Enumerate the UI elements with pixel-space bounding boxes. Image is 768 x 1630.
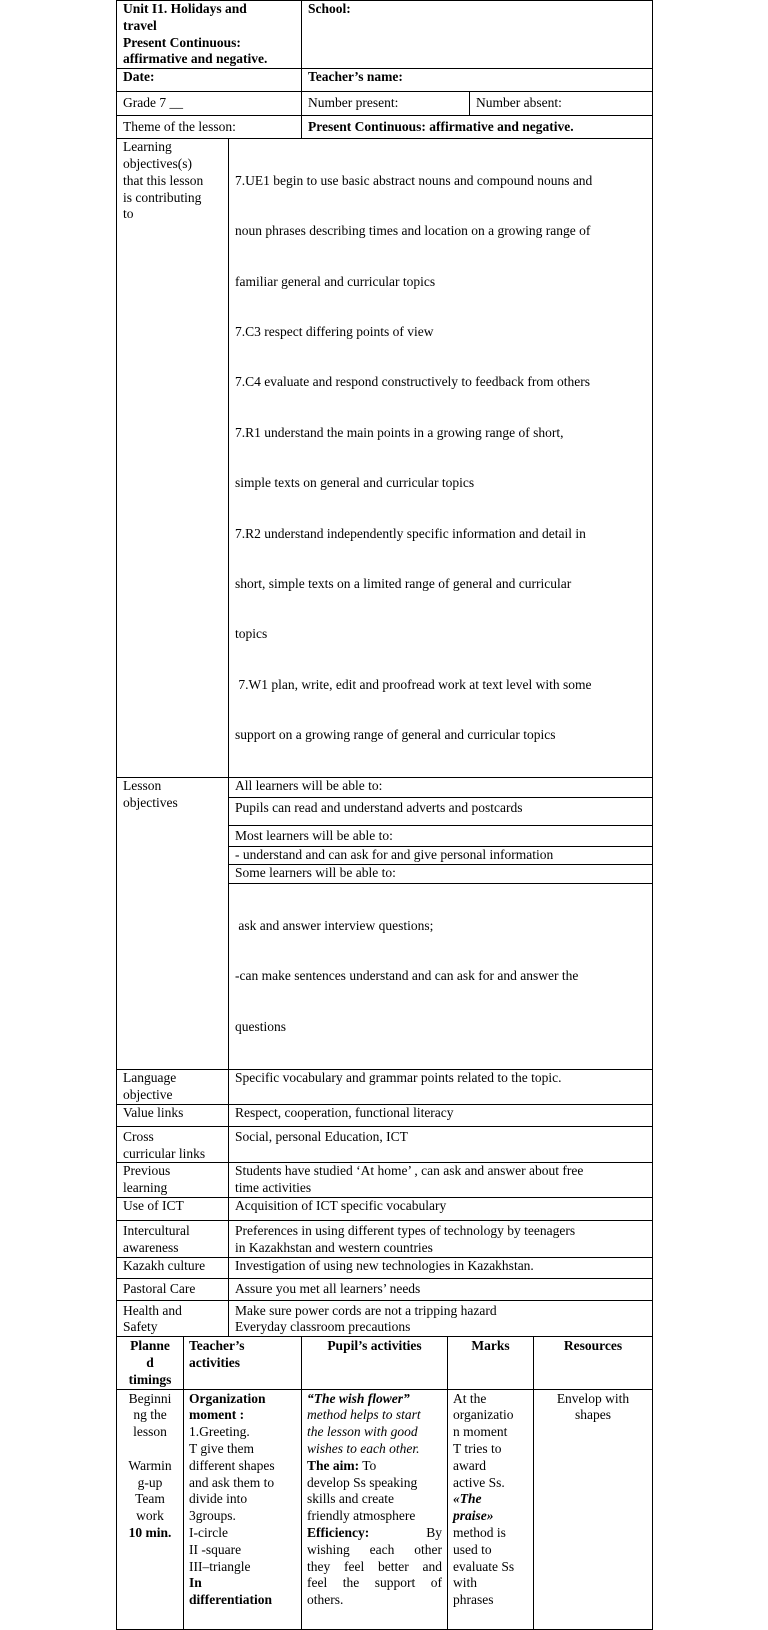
- row-value: Everyday classroom precautions: [235, 1319, 411, 1335]
- pastoral-care-label-cell: [117, 1278, 229, 1300]
- marks-cell: [448, 1389, 534, 1629]
- activity-title: moment :: [189, 1407, 245, 1423]
- marks-header: [448, 1337, 534, 1389]
- row-label: Previous: [123, 1163, 171, 1179]
- theme-label-cell: [117, 116, 302, 139]
- resource-line: shapes: [575, 1407, 611, 1423]
- row-label: curricular links: [123, 1145, 206, 1161]
- previous-learning-cell: [229, 1163, 653, 1198]
- objectives-table: [116, 138, 653, 1337]
- resources-header: [534, 1337, 653, 1389]
- number-absent-cell: [470, 92, 653, 116]
- activity-line: T give them: [189, 1440, 254, 1456]
- all-learners-label: All learners will be able to:: [235, 778, 383, 794]
- unit-title-cell: [117, 1, 302, 69]
- efficiency-label: Efficiency:: [307, 1524, 370, 1540]
- row-value: Students have studied ‘At home’ , can ask and answer about free: [235, 1163, 584, 1179]
- row-label: objectives(s): [123, 155, 192, 171]
- header-text: d: [146, 1355, 154, 1370]
- lesson-objectives-cell: [229, 778, 653, 1070]
- timing-line: Warmin: [128, 1457, 172, 1473]
- some-learners-label: Some learners will be able to:: [235, 865, 396, 881]
- some-learners-line: -can make sentences understand and can ask for and answer the: [235, 968, 579, 984]
- most-learners-label: Most learners will be able to:: [235, 828, 393, 844]
- row-label: Learning: [123, 139, 172, 155]
- efficiency-line: they feel better and: [307, 1558, 442, 1574]
- row-value: in Kazakhstan and western countries: [235, 1239, 433, 1255]
- health-safety-cell: [229, 1300, 653, 1337]
- objective-line: support on a growing range of general and curricular topics: [235, 727, 556, 743]
- theme-value: Present Continuous: affirmative and negative.: [308, 119, 574, 135]
- intercultural-cell: [229, 1221, 653, 1258]
- value-links-label-cell: [117, 1104, 229, 1126]
- header-text: Planne: [130, 1338, 170, 1354]
- some-learners-line: questions: [235, 1018, 287, 1034]
- value-links-cell: [229, 1104, 653, 1126]
- grade-label: Grade 7 __: [123, 95, 183, 111]
- row-label: Safety: [123, 1319, 158, 1335]
- some-learners-line: ask and answer interview questions;: [235, 918, 434, 934]
- objective-line: short, simple texts on a limited range of general and curricular: [235, 575, 572, 591]
- marks-line: active Ss.: [453, 1474, 505, 1490]
- teacher-activity-cell: [184, 1389, 302, 1629]
- objective-line: 7.UE1 begin to use basic abstract nouns and compound nouns and: [235, 172, 593, 188]
- efficiency-line: others.: [307, 1592, 344, 1608]
- lesson-topic-cont: affirmative and negative.: [123, 51, 268, 67]
- efficiency-line: wishing each other: [307, 1541, 442, 1557]
- row-label: that this lesson: [123, 172, 204, 188]
- date-cell: [117, 69, 302, 92]
- objective-line: 7.C4 evaluate and respond constructively to feedback from others: [235, 374, 591, 390]
- activity-line: II -square: [189, 1541, 242, 1557]
- row-value: time activities: [235, 1180, 312, 1196]
- objective-line: topics: [235, 626, 268, 642]
- objective-line: noun phrases describing times and location on a growing range of: [235, 223, 591, 239]
- learning-objectives-label-cell: [117, 139, 229, 778]
- header-text: Marks: [471, 1338, 510, 1354]
- number-present-cell: [302, 92, 470, 116]
- marks-line: award: [453, 1457, 486, 1473]
- row-value: Make sure power cords are not a tripping hazard: [235, 1302, 497, 1318]
- header-text: Resources: [563, 1338, 623, 1354]
- row-value: Respect, cooperation, functional literacy: [235, 1104, 454, 1120]
- school-label: School:: [308, 1, 351, 16]
- row-label: objective: [123, 1087, 173, 1103]
- language-objective-label-cell: [117, 1070, 229, 1105]
- pupil-activities-header: [302, 1337, 448, 1389]
- intercultural-label-cell: [117, 1221, 229, 1258]
- teacher-name-cell: [302, 69, 653, 92]
- some-learners-text: [229, 884, 652, 1069]
- health-safety-label-cell: [117, 1300, 229, 1337]
- timing-line: [122, 1441, 178, 1458]
- marks-line: with: [453, 1575, 478, 1591]
- objective-line: 7.R2 understand independently specific information and detail in: [235, 525, 586, 541]
- lesson-objectives-label-cell: [117, 778, 229, 1070]
- objective-line: familiar general and curricular topics: [235, 273, 436, 289]
- all-learners-text: [229, 798, 652, 826]
- number-absent-label: Number absent:: [476, 95, 562, 111]
- teacher-activities-header: [184, 1337, 302, 1389]
- header-text: activities: [189, 1355, 240, 1370]
- timings-header: [117, 1337, 184, 1389]
- row-label: to: [123, 206, 134, 222]
- objective-line: 7.R1 understand the main points in a growing range of short,: [235, 424, 564, 440]
- aim-line: [307, 1458, 442, 1475]
- activity-line: III–triangle: [189, 1558, 251, 1574]
- theme-label: Theme of the lesson:: [123, 119, 236, 135]
- row-label: Pastoral Care: [123, 1280, 196, 1296]
- unit-title: Unit I1. Holidays and: [123, 1, 247, 16]
- teacher-name-label: Teacher’s name:: [308, 69, 403, 85]
- header-text: Teacher’s: [189, 1338, 245, 1354]
- row-value: Social, personal Education, ICT: [235, 1128, 408, 1144]
- row-label: learning: [123, 1180, 168, 1196]
- timing-line: lesson: [133, 1424, 167, 1440]
- aim-line: skills and create: [307, 1491, 394, 1507]
- unit-title-cont: travel: [123, 17, 157, 33]
- efficiency-line: feel the support of: [307, 1575, 442, 1591]
- lesson-plan: [116, 0, 652, 1630]
- language-objective-cell: [229, 1070, 653, 1105]
- timing-line: Beginni: [128, 1390, 172, 1406]
- activity-line: I-circle: [189, 1524, 228, 1540]
- aim-line: develop Ss speaking: [307, 1474, 418, 1490]
- method-line: wishes to each other.: [307, 1440, 420, 1456]
- cross-curricular-label-cell: [117, 1126, 229, 1163]
- most-learners-value: - understand and can ask for and give personal information: [235, 847, 554, 863]
- activity-line: divide into: [189, 1491, 248, 1507]
- cross-curricular-cell: [229, 1126, 653, 1163]
- aim-text: To: [359, 1457, 377, 1473]
- activity-line: differentiation: [189, 1592, 272, 1608]
- marks-line: used to: [453, 1541, 492, 1557]
- efficiency-line: [307, 1525, 442, 1542]
- header-table: [116, 0, 653, 139]
- row-label: objectives: [123, 795, 178, 811]
- use-of-ict-cell: [229, 1198, 653, 1221]
- some-learners-heading: [229, 865, 652, 884]
- row-value: Preferences in using different types of technology by teenagers: [235, 1223, 576, 1239]
- previous-learning-label-cell: [117, 1163, 229, 1198]
- praise-method: praise»: [453, 1508, 494, 1524]
- kazakh-culture-cell: [229, 1257, 653, 1278]
- aim-label: The aim:: [307, 1457, 360, 1473]
- method-line: the lesson with good: [307, 1424, 418, 1440]
- row-label: Use of ICT: [123, 1198, 184, 1214]
- row-value: Acquisition of ICT specific vocabulary: [235, 1198, 447, 1214]
- school-cell: [302, 1, 653, 69]
- header-text: Pupil’s activities: [327, 1338, 422, 1354]
- header-text: timings: [128, 1371, 172, 1387]
- row-label: is contributing: [123, 189, 202, 205]
- marks-line: phrases: [453, 1592, 494, 1608]
- timing-cell: [117, 1389, 184, 1629]
- row-label: Kazakh culture: [123, 1257, 206, 1273]
- most-learners-heading: [229, 826, 652, 847]
- row-label: Value links: [123, 1104, 184, 1120]
- timing-line: work: [136, 1508, 164, 1524]
- timing-line: g-up: [137, 1474, 163, 1490]
- plan-table: [116, 1336, 653, 1629]
- learning-objectives-text-cell: [229, 139, 653, 778]
- pupil-activity-cell: [302, 1389, 448, 1629]
- row-label: Health and: [123, 1302, 182, 1318]
- row-value: Specific vocabulary and grammar points related to the topic.: [235, 1070, 562, 1086]
- use-of-ict-label-cell: [117, 1198, 229, 1221]
- timing-duration: 10 min.: [128, 1524, 172, 1540]
- marks-line: At the: [453, 1390, 487, 1406]
- marks-line: T tries to: [453, 1440, 502, 1456]
- objective-line: 7.C3 respect differing points of view: [235, 323, 434, 339]
- activity-line: different shapes: [189, 1457, 275, 1473]
- marks-line: method is: [453, 1524, 506, 1540]
- activity-line: In: [189, 1575, 202, 1591]
- objective-line: simple texts on general and curricular topics: [235, 475, 475, 491]
- timing-line: ng the: [133, 1407, 167, 1423]
- activity-title: Organization: [189, 1390, 266, 1406]
- pastoral-care-cell: [229, 1278, 653, 1300]
- row-label: awareness: [123, 1239, 179, 1255]
- row-value: Assure you met all learners’ needs: [235, 1280, 421, 1296]
- row-value: Investigation of using new technologies in Kazakhstan.: [235, 1257, 534, 1273]
- kazakh-culture-label-cell: [117, 1257, 229, 1278]
- marks-line: organizatio: [453, 1407, 514, 1423]
- marks-line: n moment: [453, 1424, 508, 1440]
- marks-line: evaluate Ss: [453, 1558, 515, 1574]
- row-label: Lesson: [123, 778, 162, 794]
- resource-line: Envelop with: [556, 1390, 630, 1406]
- resources-cell: [534, 1389, 653, 1629]
- objective-line: 7.W1 plan, write, edit and proofread work at text level with some: [235, 676, 592, 692]
- activity-line: 3groups.: [189, 1508, 236, 1524]
- row-label: Intercultural: [123, 1223, 190, 1239]
- aim-line: friendly atmosphere: [307, 1508, 416, 1524]
- activity-line: 1.Greeting.: [189, 1424, 250, 1440]
- most-learners-text: [229, 847, 652, 865]
- lesson-topic: Present Continuous:: [123, 34, 241, 50]
- number-present-label: Number present:: [308, 95, 399, 111]
- timing-line: Team: [135, 1491, 165, 1507]
- method-title: “The wish flower”: [307, 1390, 410, 1406]
- activity-line: and ask them to: [189, 1474, 275, 1490]
- row-label: Cross: [123, 1128, 154, 1144]
- grade-cell: [117, 92, 302, 116]
- theme-value-cell: [302, 116, 653, 139]
- method-line: method helps to start: [307, 1407, 421, 1423]
- all-learners-heading: [229, 778, 652, 798]
- date-label: Date:: [123, 69, 155, 85]
- row-label: Language: [123, 1070, 177, 1086]
- praise-method: «The: [453, 1491, 482, 1507]
- efficiency-text: By: [426, 1524, 442, 1540]
- all-learners-value: Pupils can read and understand adverts and postcards: [235, 800, 523, 816]
